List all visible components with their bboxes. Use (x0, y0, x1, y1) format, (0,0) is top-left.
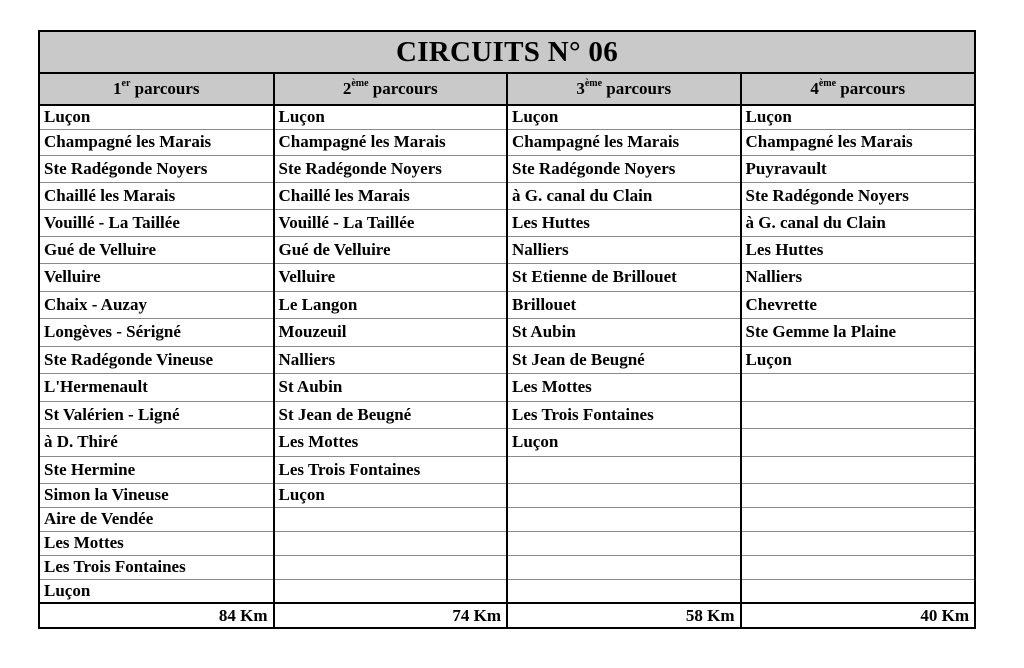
route-stop: Champagné les Marais (741, 129, 975, 155)
route-row (40, 401, 974, 428)
route-stop: Chaix - Auzay (40, 291, 274, 318)
route-stop: Luçon (507, 428, 741, 456)
route-row (40, 318, 974, 346)
route-row (40, 456, 974, 483)
route-stop: Les Mottes (40, 531, 274, 555)
route-row (40, 182, 974, 209)
route-stop: Les Mottes (274, 428, 508, 456)
route-row (40, 291, 974, 318)
page-title: CIRCUITS N° 06 (40, 32, 974, 74)
route-stop (507, 507, 741, 531)
route-row (40, 428, 974, 456)
route-row (40, 263, 974, 291)
route-stop: St Etienne de Brillouet (507, 263, 741, 291)
route-stop (741, 531, 975, 555)
route-stop: Champagné les Marais (507, 129, 741, 155)
distance-total: 84 Km (40, 603, 274, 627)
route-stop (507, 531, 741, 555)
route-stop: Luçon (274, 105, 508, 129)
route-stop: Ste Hermine (40, 456, 274, 483)
header-parcours-1: 1er parcours (40, 74, 274, 105)
route-stop: St Aubin (507, 318, 741, 346)
route-stop: à G. canal du Clain (507, 182, 741, 209)
route-stop: Chaillé les Marais (274, 182, 508, 209)
distance-total: 40 Km (741, 603, 975, 627)
route-stop: Les Mottes (507, 373, 741, 401)
header-parcours-3: 3ème parcours (507, 74, 741, 105)
route-row (40, 129, 974, 155)
route-stop (741, 555, 975, 579)
route-stop: St Aubin (274, 373, 508, 401)
route-stop: Velluire (274, 263, 508, 291)
route-stop: Nalliers (741, 263, 975, 291)
route-stop (741, 483, 975, 507)
route-stop: Luçon (274, 483, 508, 507)
route-stop: St Jean de Beugné (507, 346, 741, 373)
route-stop (741, 507, 975, 531)
route-stop (507, 579, 741, 603)
route-row (40, 579, 974, 603)
route-stop (274, 555, 508, 579)
route-stop: à D. Thiré (40, 428, 274, 456)
route-stop (274, 507, 508, 531)
distance-total: 58 Km (507, 603, 741, 627)
route-stop (507, 456, 741, 483)
route-stop: Ste Radégonde Noyers (274, 155, 508, 182)
route-row (40, 373, 974, 401)
route-stop: Puyravault (741, 155, 975, 182)
route-stop: Les Trois Fontaines (274, 456, 508, 483)
route-stop: Nalliers (507, 236, 741, 263)
route-stop: L'Hermenault (40, 373, 274, 401)
header-parcours-2: 2ème parcours (274, 74, 508, 105)
route-stop (274, 579, 508, 603)
route-row (40, 507, 974, 531)
route-row (40, 209, 974, 236)
route-row (40, 346, 974, 373)
route-stop: Le Langon (274, 291, 508, 318)
route-stop: Les Trois Fontaines (40, 555, 274, 579)
route-stop: Luçon (741, 105, 975, 129)
route-stop: Ste Radégonde Noyers (40, 155, 274, 182)
route-stop: Vouillé - La Taillée (40, 209, 274, 236)
route-row (40, 155, 974, 182)
route-stop: Les Trois Fontaines (507, 401, 741, 428)
route-stop (507, 483, 741, 507)
route-stop: Champagné les Marais (40, 129, 274, 155)
distance-total: 74 Km (274, 603, 508, 627)
route-stop (741, 401, 975, 428)
header-row (40, 74, 974, 105)
route-stop (741, 456, 975, 483)
route-stop: Simon la Vineuse (40, 483, 274, 507)
route-stop (274, 531, 508, 555)
route-stop: Nalliers (274, 346, 508, 373)
route-stop: Ste Gemme la Plaine (741, 318, 975, 346)
route-stop: Mouzeuil (274, 318, 508, 346)
route-row (40, 483, 974, 507)
circuits-sheet (38, 30, 976, 629)
route-stop: Les Huttes (507, 209, 741, 236)
route-stop: St Valérien - Ligné (40, 401, 274, 428)
route-stop: Luçon (44, 107, 91, 127)
distance-row (40, 603, 974, 627)
route-stop: Les Huttes (741, 236, 975, 263)
route-stop: Gué de Velluire (274, 236, 508, 263)
route-row (40, 555, 974, 579)
route-stop: Chevrette (741, 291, 975, 318)
route-stop (741, 579, 975, 603)
route-stop: à G. canal du Clain (741, 209, 975, 236)
route-row (40, 531, 974, 555)
route-stop: Gué de Velluire (40, 236, 274, 263)
route-row (40, 105, 974, 129)
route-stop: Champagné les Marais (274, 129, 508, 155)
header-parcours-4: 4ème parcours (741, 74, 975, 105)
circuits-table (40, 74, 974, 627)
route-list (40, 105, 974, 603)
route-stop: Luçon (507, 105, 741, 129)
route-stop: Brillouet (507, 291, 741, 318)
route-stop (741, 428, 975, 456)
route-row (40, 236, 974, 263)
route-stop: Velluire (40, 263, 274, 291)
route-stop: Luçon (741, 346, 975, 373)
route-stop: Luçon (40, 579, 274, 603)
route-stop: Vouillé - La Taillée (274, 209, 508, 236)
route-stop (741, 373, 975, 401)
route-stop: Ste Radégonde Vineuse (40, 346, 274, 373)
route-stop: Ste Radégonde Noyers (741, 182, 975, 209)
route-stop: Longèves - Sérigné (40, 318, 274, 346)
route-stop (507, 555, 741, 579)
route-stop: St Jean de Beugné (274, 401, 508, 428)
route-stop: Ste Radégonde Noyers (507, 155, 741, 182)
route-stop: Aire de Vendée (40, 507, 274, 531)
route-stop: Chaillé les Marais (40, 182, 274, 209)
